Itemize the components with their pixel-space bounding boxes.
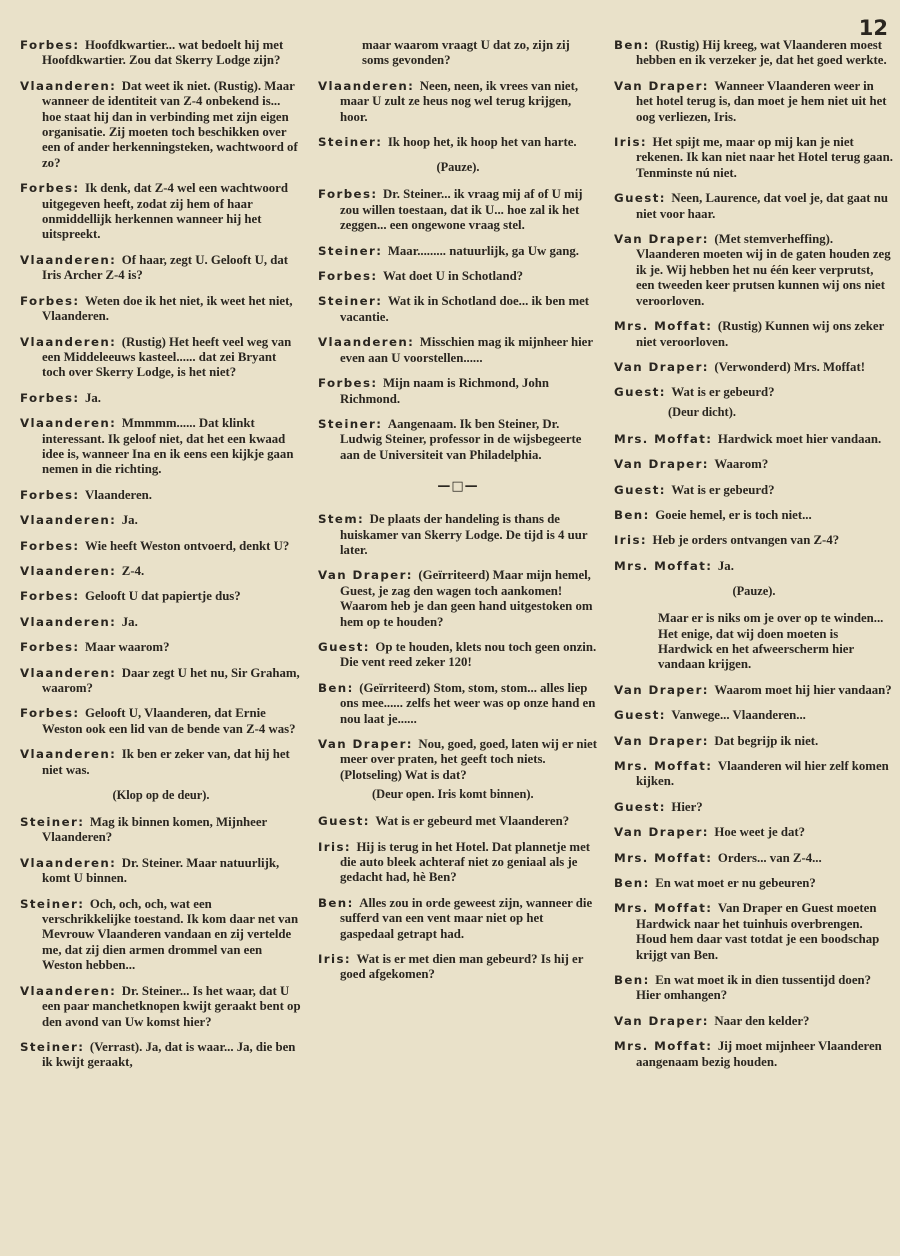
dialogue-text: Naar den kelder? (714, 1013, 810, 1028)
dialogue-entry (614, 79, 894, 125)
speaker-name: Mrs. Moffat : (614, 851, 718, 865)
speaker-name: Ben : (318, 681, 359, 695)
dialogue-text: Misschien mag ik mijnheer hier even aan U voorstellen...... (340, 335, 593, 365)
page-number: 12 (858, 16, 888, 40)
speaker-name: Steiner : (20, 1040, 90, 1054)
dialogue-text: Wat is er met dien man gebeurd? Is hij er goed afgekomen? (340, 952, 584, 982)
speaker-name: Mrs. Moffat : (614, 759, 718, 773)
scene-separator: —□— (437, 479, 479, 495)
dialogue-text: Ik ben er zeker van, dat hij het niet was. (42, 747, 290, 777)
speaker-name: Ben : (614, 38, 655, 52)
speaker-name: Vlaanderen : (318, 335, 420, 349)
dialogue-text: Neen, Laurence, dat voel je, dat gaat nu niet voor haar. (636, 191, 888, 221)
speaker-name: Guest : (614, 800, 671, 814)
dialogue-text: Aangenaam. Ik ben Steiner, Dr. Ludwig Steiner, professor in de wijsbegeerte aan de Universiteit van Philadelphia. (340, 416, 582, 462)
dialogue-text: Mmmmm...... Dat klinkt interessant. Ik geloof niet, dat het een kwaad idee is, wanneer Ina en ik eens een kijkje gaan nemen in die richting. (42, 416, 294, 477)
dialogue-entry (318, 417, 598, 463)
dialogue-text: De plaats der handeling is thans de huiskamer van Skerry Lodge. De tijd is 4 uur later. (340, 512, 588, 557)
dialogue-entry (20, 294, 302, 325)
dialogue-text: (Verwonderd) Mrs. Moffat! (714, 359, 865, 374)
dialogue-text: Waarom? (714, 457, 769, 472)
speaker-name: Iris : (614, 533, 653, 547)
speaker-name: Forbes : (20, 181, 85, 195)
dialogue-text: Wat is er gebeurd met Vlaanderen? (375, 814, 570, 829)
speaker-name: Guest : (614, 708, 671, 722)
dialogue-entry (318, 814, 598, 829)
dialogue-continuation: maar waarom vraagt U dat zo, zijn zij soms gevonden? (362, 38, 570, 68)
dialogue-text: Gelooft U dat papiertje dus? (85, 589, 241, 604)
speaker-name: Steiner : (318, 135, 388, 149)
speaker-name: Forbes : (20, 488, 85, 502)
dialogue-entry (318, 244, 598, 259)
dialogue-text: Van Draper en Guest moeten Hardwick naar het tuinhuis overbrengen. Houd hem daar vast totdat je een boodschap krijgt van Ben. (636, 901, 880, 962)
dialogue-text: Hardwick moet hier vandaan. (717, 431, 882, 446)
dialogue-entry (20, 706, 302, 737)
dialogue-text: Weten doe ik het niet, ik weet het niet, Vlaanderen. (42, 293, 293, 324)
speaker-name: Vlaanderen : (20, 79, 122, 93)
dialogue-entry (20, 181, 302, 243)
speaker-name: Iris : (318, 840, 357, 854)
speaker-name: Forbes : (20, 391, 85, 405)
dialogue-entry (614, 759, 894, 790)
speaker-name: Steiner : (20, 897, 90, 911)
speaker-name: Mrs. Moffat : (614, 432, 718, 446)
speaker-name: Guest : (318, 814, 375, 828)
dialogue-text: Daar zegt U het nu, Sir Graham, waarom? (42, 665, 300, 695)
speaker-name: Van Draper : (614, 683, 714, 697)
speaker-name: Ben : (614, 508, 655, 522)
dialogue-entry (318, 737, 598, 783)
speaker-name: Vlaanderen : (20, 253, 122, 267)
speaker-name: Forbes : (20, 38, 85, 52)
dialogue-entry (20, 856, 302, 887)
speaker-name: Iris : (614, 135, 653, 149)
dialogue-text: Ik denk, dat Z-4 wel een wachtwoord uitgegeven heeft, zodat zij hem of haar onmiddellijk herkennen wanneer hij het uitspreekt. (42, 181, 288, 242)
dialogue-entry (20, 391, 302, 406)
dialogue-text: Wat is er gebeurd? (671, 385, 775, 400)
dialogue-entry (614, 734, 894, 749)
dialogue-entry (20, 79, 302, 171)
speaker-name: Vlaanderen : (20, 856, 122, 870)
dialogue-text: Ja. (121, 513, 138, 528)
dialogue-entry (318, 568, 598, 630)
dialogue-entry (614, 1014, 894, 1029)
speaker-name: Steiner : (318, 294, 388, 308)
speaker-name: Mrs. Moffat : (614, 1039, 718, 1053)
speaker-name: Van Draper : (318, 568, 418, 582)
speaker-name: Forbes : (318, 269, 383, 283)
speaker-name: Vlaanderen : (20, 747, 122, 761)
speaker-name: Mrs. Moffat : (614, 559, 718, 573)
dialogue-continuation: Maar er is niks om je over op te winden... Het enige, dat wij doen moeten is Hardwick en het afweerscherm hier vandaan krijgen. (658, 611, 884, 672)
speaker-name: Forbes : (20, 589, 85, 603)
speaker-name: Steiner : (318, 244, 388, 258)
speaker-name: Van Draper : (614, 734, 714, 748)
dialogue-entry (614, 851, 894, 866)
column-middle (318, 38, 598, 993)
dialogue-entry (614, 135, 894, 181)
dialogue-text: Ja. (85, 390, 101, 405)
speaker-name: Guest : (614, 191, 671, 205)
dialogue-text: Gelooft U, Vlaanderen, dat Ernie Weston ook een lid van de bende van Z-4 was? (42, 706, 296, 736)
speaker-name: Van Draper : (614, 232, 714, 246)
speaker-name: Vlaanderen : (318, 79, 420, 93)
dialogue-entry (614, 800, 894, 815)
dialogue-entry (318, 640, 598, 671)
dialogue-entry (20, 615, 302, 630)
speaker-name: Ben : (318, 896, 359, 910)
dialogue-text: Alles zou in orde geweest zijn, wanneer die sufferd van een vent maar niet op het gaspedaal getrapt had. (340, 895, 593, 941)
dialogue-entry (20, 1040, 302, 1071)
dialogue-entry (614, 876, 894, 891)
dialogue-text: Wie heeft Weston ontvoerd, denkt U? (85, 538, 290, 553)
speaker-name: Forbes : (20, 539, 85, 553)
dialogue-entry (20, 984, 302, 1030)
dialogue-text: Vanwege... Vlaanderen... (671, 708, 806, 723)
speaker-name: Van Draper : (614, 360, 714, 374)
dialogue-entry (20, 488, 302, 503)
column-left (20, 38, 302, 1081)
dialogue-entry (614, 38, 894, 69)
dialogue-entry (318, 269, 598, 284)
speaker-name: Guest : (614, 483, 671, 497)
dialogue-text: Ik hoop het, ik hoop het van harte. (387, 135, 577, 150)
dialogue-entry (20, 416, 302, 478)
dialogue-text: Orders... van Z-4... (717, 850, 822, 865)
dialogue-entry (614, 457, 894, 472)
speaker-name: Steiner : (20, 815, 90, 829)
speaker-name: Vlaanderen : (20, 513, 122, 527)
dialogue-entry (20, 640, 302, 655)
dialogue-entry (20, 513, 302, 528)
dialogue-text: Maar......... natuurlijk, ga Uw gang. (387, 243, 579, 258)
dialogue-entry (614, 559, 894, 574)
dialogue-entry (20, 815, 302, 846)
dialogue-text: Hoe weet je dat? (714, 825, 806, 840)
dialogue-entry (20, 539, 302, 554)
dialogue-entry (318, 896, 598, 942)
dialogue-text: Vlaanderen wil hier zelf komen kijken. (636, 759, 889, 789)
dialogue-text: Ja. (717, 558, 734, 573)
dialogue-text: Mag ik binnen komen, Mijnheer Vlaanderen? (42, 815, 267, 845)
speaker-name: Vlaanderen : (20, 335, 122, 349)
dialogue-entry (20, 38, 302, 69)
dialogue-text: Vlaanderen. (85, 487, 152, 502)
speaker-name: Stem : (318, 512, 370, 526)
dialogue-entry (614, 232, 894, 309)
dialogue-text: Hier? (671, 799, 703, 814)
dialogue-text: Dr. Steiner... ik vraag mij af of U mij zou willen toestaan, dat ik U... hoe zal ik het zeggen... een ongewone vraag stel. (340, 187, 583, 233)
speaker-name: Vlaanderen : (20, 564, 122, 578)
speaker-name: Steiner : (318, 417, 388, 431)
dialogue-entry (318, 952, 598, 983)
speaker-name: Van Draper : (614, 457, 714, 471)
dialogue-text: Of haar, zegt U. Gelooft U, dat Iris Archer Z-4 is? (42, 252, 288, 283)
dialogue-entry (614, 901, 894, 963)
speaker-name: Vlaanderen : (20, 984, 122, 998)
speaker-name: Iris : (318, 952, 357, 966)
stage-direction: (Deur open. Iris komt binnen). (372, 787, 534, 802)
dialogue-entry (614, 973, 894, 1004)
speaker-name: Vlaanderen : (20, 615, 122, 629)
dialogue-text: Wat doet U in Schotland? (383, 269, 524, 284)
speaker-name: Van Draper : (614, 79, 714, 93)
dialogue-entry (318, 376, 598, 407)
dialogue-text: (Geïrriteerd) Stom, stom, stom... alles liep ons mee...... zelfs het weer was op onze hand en nou laat je...... (340, 680, 596, 726)
speaker-name: Guest : (614, 385, 671, 399)
dialogue-text: Dat begrijp ik niet. (714, 733, 819, 748)
dialogue-text: (Rustig) Kunnen wij ons zeker niet veroorloven. (636, 319, 885, 349)
dialogue-text: En wat moet ik in dien tussentijd doen? Hier omhangen? (636, 973, 872, 1003)
dialogue-text: Dr. Steiner. Maar natuurlijk, komt U binnen. (42, 855, 280, 886)
dialogue-entry (20, 335, 302, 381)
dialogue-text: En wat moet er nu gebeuren? (655, 876, 816, 891)
dialogue-text: Maar waarom? (85, 640, 170, 655)
dialogue-text: Hoofdkwartier... wat bedoelt hij met Hoofdkwartier. Zou dat Skerry Lodge zijn? (42, 38, 284, 68)
dialogue-text: Heb je orders ontvangen van Z-4? (652, 533, 840, 548)
dialogue-text: Jij moet mijnheer Vlaanderen aangenaam bezig houden. (636, 1039, 882, 1069)
dialogue-entry (614, 683, 894, 698)
speaker-name: Guest : (318, 640, 375, 654)
speaker-name: Van Draper : (614, 825, 714, 839)
speaker-name: Van Draper : (614, 1014, 714, 1028)
dialogue-text: Neen, neen, ik vrees van niet, maar U zult ze heus nog wel terug krijgen, hoor. (340, 78, 579, 124)
dialogue-entry (614, 385, 894, 400)
dialogue-text: Wanneer Vlaanderen weer in het hotel terug is, dan moet je hem niet uit het oog verliezen, Iris. (636, 78, 887, 124)
dialogue-text: (Verrast). Ja, dat is waar... Ja, die ben ik kwijt geraakt, (42, 1039, 296, 1070)
dialogue-entry (614, 360, 894, 375)
dialogue-text: Wat is er gebeurd? (671, 482, 775, 497)
dialogue-entry (614, 483, 894, 498)
dialogue-text: (Rustig) Het heeft veel weg van een Middeleeuws kasteel...... dat zei Bryant toch over Skerry Lodge, is het niet? (42, 334, 292, 380)
dialogue-entry (614, 708, 894, 723)
dialogue-entry (318, 840, 598, 886)
dialogue-text: Op te houden, klets nou toch geen onzin. Die vent reed zeker 120! (340, 639, 597, 670)
dialogue-text: Waarom moet hij hier vandaan? (714, 682, 892, 697)
dialogue-entry (318, 187, 598, 233)
dialogue-text: Dr. Steiner... Is het waar, dat U een paar manchetknopen kwijt geraakt bent op den avond van Uw komst hier? (42, 983, 301, 1029)
dialogue-text: Mijn naam is Richmond, John Richmond. (340, 376, 550, 406)
speaker-name: Ben : (614, 876, 655, 890)
dialogue-entry (614, 825, 894, 840)
dialogue-entry (20, 666, 302, 697)
speaker-name: Forbes : (20, 294, 85, 308)
speaker-name: Mrs. Moffat : (614, 319, 718, 333)
column-right (614, 38, 894, 1080)
dialogue-text: Hij is terug in het Hotel. Dat plannetje met die auto bleek achteraf niet zo geniaal als je gedacht had, hè Ben? (340, 839, 591, 885)
dialogue-text: Goeie hemel, er is toch niet... (655, 507, 812, 522)
dialogue-entry (318, 135, 598, 150)
speaker-name: Ben : (614, 973, 655, 987)
speaker-name: Vlaanderen : (20, 666, 122, 680)
dialogue-text: Nou, goed, goed, laten wij er niet meer over praten, het geeft toch niets. (Plotseling) Wat is dat? (340, 737, 597, 782)
dialogue-entry (318, 681, 598, 727)
dialogue-text: (Rustig) Hij kreeg, wat Vlaanderen moest hebben en ik verzeker je, dat het goed werkte. (636, 38, 887, 68)
dialogue-entry (318, 79, 598, 125)
speaker-name: Mrs. Moffat : (614, 901, 718, 915)
stage-direction: (Pauze). (732, 584, 776, 599)
dialogue-text: Dat weet ik niet. (Rustig). Maar wanneer de identiteit van Z-4 onbekend is... hoe staat hij dan in verbinding met zijn eigen organisatie. Zij moeten toch beschikken over een of ander herkenningsteken, wachtwoord of zo? (42, 78, 298, 170)
dialogue-entry (20, 564, 302, 579)
dialogue-entry (20, 897, 302, 974)
dialogue-text: Och, och, och, wat een verschrikkelijke toestand. Ik kom daar net van Mevrouw Vlaanderen vandaan en zij vertelde me, dat zij dien armen drommel van een Weston hebben... (42, 896, 299, 973)
speaker-name: Forbes : (318, 187, 383, 201)
dialogue-entry (318, 335, 598, 366)
dialogue-entry (614, 533, 894, 548)
dialogue-entry (614, 191, 894, 222)
dialogue-text: Ja. (121, 614, 138, 629)
stage-direction: (Klop op de deur). (112, 788, 210, 803)
dialogue-entry (614, 432, 894, 447)
speaker-name: Vlaanderen : (20, 416, 122, 430)
dialogue-entry (614, 319, 894, 350)
stage-direction: (Deur dicht). (668, 404, 736, 419)
stage-direction: (Pauze). (436, 160, 480, 175)
dialogue-entry (20, 747, 302, 778)
dialogue-entry (318, 294, 598, 325)
dialogue-text: Wat ik in Schotland doe... ik ben met vacantie. (340, 294, 590, 324)
dialogue-text: Z-4. (121, 563, 145, 578)
dialogue-entry (614, 508, 894, 523)
dialogue-entry (20, 589, 302, 604)
dialogue-entry (614, 1039, 894, 1070)
dialogue-text: (Geïrriteerd) Maar mijn hemel, Guest, je zag den wagen toch aankomen! Waarom heb je dan geen hand uitgestoken om hem op te houden? (340, 568, 593, 629)
dialogue-entry (318, 512, 598, 558)
speaker-name: Forbes : (318, 376, 383, 390)
dialogue-entry (20, 253, 302, 284)
dialogue-text: (Met stemverheffing). Vlaanderen moeten wij in de gaten houden zeg ik je. Wij hebben het nu één keer verprutst, een tweeden keer prutsen kunnen wij ons niet veroorloven. (636, 232, 891, 308)
speaker-name: Forbes : (20, 706, 85, 720)
speaker-name: Forbes : (20, 640, 85, 654)
speaker-name: Van Draper : (318, 737, 418, 751)
dialogue-text: Het spijt me, maar op mij kan je niet rekenen. Ik kan niet naar het Hotel terug gaan. Tenminste nú niet. (636, 135, 893, 180)
